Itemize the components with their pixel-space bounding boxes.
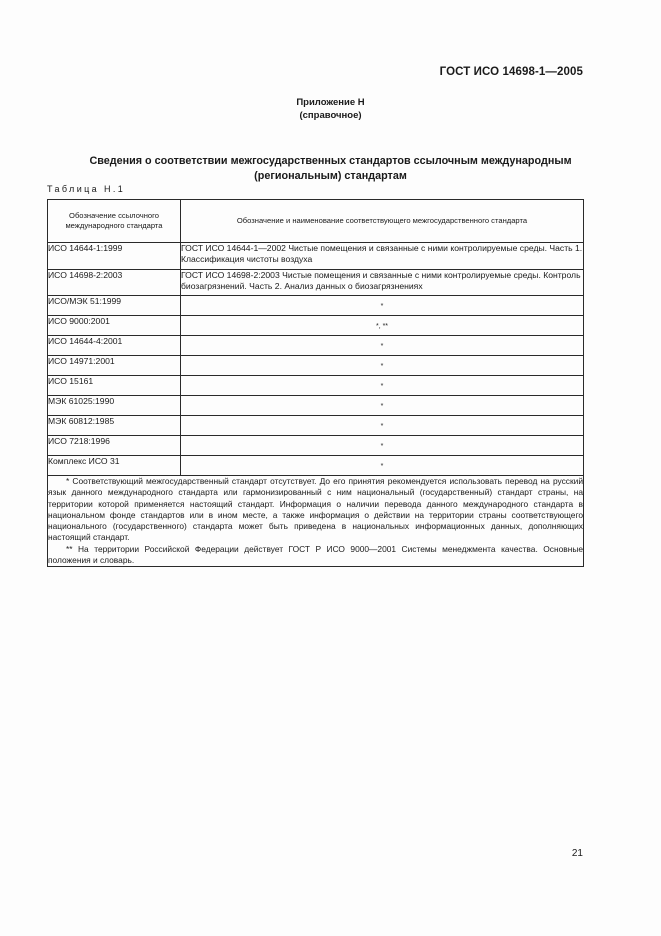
table-label: Таблица Н.1 bbox=[47, 184, 126, 194]
reference-standard-cell: ИСО 14971:2001 bbox=[48, 356, 181, 376]
reference-standard-cell: МЭК 61025:1990 bbox=[48, 396, 181, 416]
table-header-row bbox=[48, 200, 584, 243]
table-row bbox=[48, 316, 584, 336]
table-row bbox=[48, 376, 584, 396]
table-row bbox=[48, 356, 584, 376]
annex-heading-line-1: Сведения о соответствии межгосударственных стандартов ссылочным международным bbox=[89, 155, 572, 167]
footnote-2: ** На территории Российской Федерации действует ГОСТ Р ИСО 9000—2001 Системы менеджмента качества. Основные положения и словарь. bbox=[48, 543, 583, 566]
reference-standard-cell: ИСО 9000:2001 bbox=[48, 316, 181, 336]
national-standard-cell: * bbox=[181, 356, 584, 376]
document-code: ГОСТ ИСО 14698-1—2005 bbox=[439, 66, 583, 78]
column-header-national: Обозначение и наименование соответствующего межгосударственного стандарта bbox=[181, 200, 584, 243]
reference-standard-cell: Комплекс ИСО 31 bbox=[48, 456, 181, 476]
reference-standard-cell: ИСО/МЭК 51:1999 bbox=[48, 296, 181, 316]
annex-heading-line-2: (региональным) стандартам bbox=[254, 170, 407, 182]
national-standard-cell: * bbox=[181, 436, 584, 456]
table-row bbox=[48, 243, 584, 270]
correspondence-table bbox=[47, 199, 584, 567]
national-standard-cell: * bbox=[181, 396, 584, 416]
national-standard-cell: * bbox=[181, 336, 584, 356]
annex-type: (справочное) bbox=[299, 110, 362, 121]
reference-standard-cell: МЭК 60812:1985 bbox=[48, 416, 181, 436]
reference-standard-cell: ИСО 14644-1:1999 bbox=[48, 243, 181, 270]
reference-standard-cell: ИСО 14698-2:2003 bbox=[48, 270, 181, 296]
national-standard-cell: * bbox=[181, 456, 584, 476]
footnote-1: * Соответствующий межгосударственный стандарт отсутствует. До его принятия рекомендуется использовать перевод на русский язык данного международного стандарта или гармонизированный с ним национальный (государственный) стандарт страны, на территории которой применяется настоящий стандарт. Информация о наличии перевода данного международного стандарта в национальном фонде стандартов или в ином месте, а также информация о действии на территории страны соответствующего национального (государственного) стандарта может быть приведена в национальных информационных данных, дополняющих настоящий стандарт. bbox=[48, 476, 583, 543]
annex-title: Приложение Н bbox=[296, 97, 365, 108]
table-row bbox=[48, 296, 584, 316]
annex-heading bbox=[60, 154, 601, 184]
table-row bbox=[48, 456, 584, 476]
reference-standard-cell: ИСО 14644-4:2001 bbox=[48, 336, 181, 356]
annex-header bbox=[0, 96, 661, 122]
national-standard-cell: ГОСТ ИСО 14698-2:2003 Чистые помещения и связанные с ними контролируемые среды. Контроль биозагрязнений. Часть 2. Анализ данных о биозагрязнениях bbox=[181, 270, 584, 296]
table-row bbox=[48, 436, 584, 456]
column-header-reference: Обозначение ссылочного международного стандарта bbox=[48, 200, 181, 243]
table-row bbox=[48, 416, 584, 436]
reference-standard-cell: ИСО 15161 bbox=[48, 376, 181, 396]
national-standard-cell: * bbox=[181, 296, 584, 316]
national-standard-cell: *, ** bbox=[181, 316, 584, 336]
table-footnotes bbox=[48, 476, 584, 567]
table-row bbox=[48, 336, 584, 356]
table-row bbox=[48, 396, 584, 416]
national-standard-cell: * bbox=[181, 376, 584, 396]
table-row bbox=[48, 270, 584, 296]
national-standard-cell: ГОСТ ИСО 14644-1—2002 Чистые помещения и связанные с ними контролируемые среды. Часть 1. Классификация чистоты воздуха bbox=[181, 243, 584, 270]
national-standard-cell: * bbox=[181, 416, 584, 436]
page-number: 21 bbox=[571, 848, 583, 859]
reference-standard-cell: ИСО 7218:1996 bbox=[48, 436, 181, 456]
table-footnotes-row bbox=[48, 476, 584, 567]
